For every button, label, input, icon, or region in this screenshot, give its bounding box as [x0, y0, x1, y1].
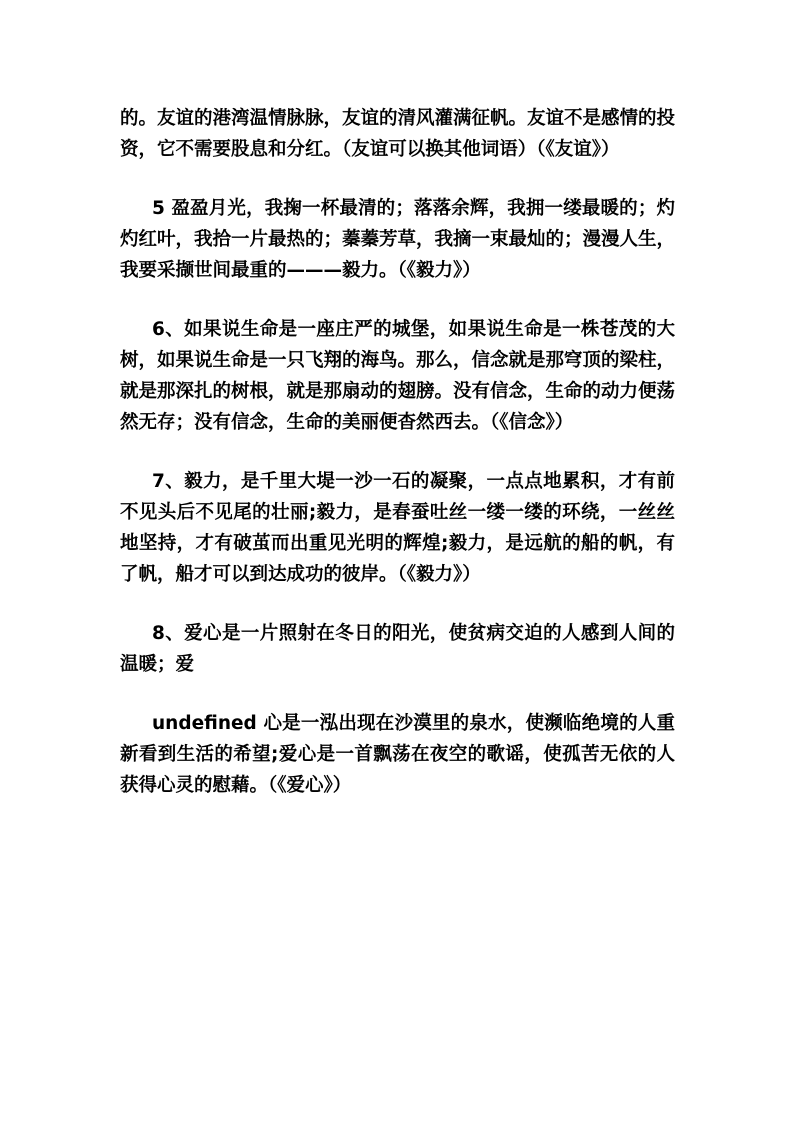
paragraph-love-continued: undefined 心是一泓出现在沙漠里的泉水，使濒临绝境的人重新看到生活的希望;爱心是一首飘荡在夜空的歌谣，使孤苦无依的人获得心灵的慰藉。（《爱心》） [120, 713, 675, 796]
paragraph-6-belief: 6、如果说生命是一座庄严的城堡，如果说生命是一株苍茂的大树，如果说生命是一只飞翔的海鸟。那么，信念就是那穹顶的梁柱，就是那深扎的树根，就是那扇动的翅膀。没有信念，生命的动力便荡然无存；没有信念，生命的美丽便杳然西去。（《信念》） [120, 319, 676, 433]
paragraph-8-love: 8、爱心是一片照射在冬日的阳光，使贫病交迫的人感到人间的温暖；爱 [120, 623, 675, 675]
document-body [120, 103, 675, 829]
paragraph-5-perseverance: 5 盈盈月光，我掬一杯最清的；落落余辉，我拥一缕最暖的；灼灼红叶，我拾一片最热的；蓁蓁芳草，我摘一束最灿的；漫漫人生，我要采撷世间最重的———毅力。（《毅力》） [120, 198, 676, 281]
paragraph-7-perseverance: 7、毅力，是千里大堤一沙一石的凝聚，一点点地累积，才有前不见头后不见尾的壮丽;毅力，是春蚕吐丝一缕一缕的环绕，一丝丝地坚持，才有破茧而出重见光明的辉煌;毅力，是远航的船的帆，有了帆，船才可以到达成功的彼岸。（《毅力》） [120, 471, 675, 585]
paragraph-friendship: 的。友谊的港湾温情脉脉，友谊的清风灌满征帆。友谊不是感情的投资，它不需要股息和分红。（友谊可以换其他词语）（《友谊》） [120, 108, 676, 160]
